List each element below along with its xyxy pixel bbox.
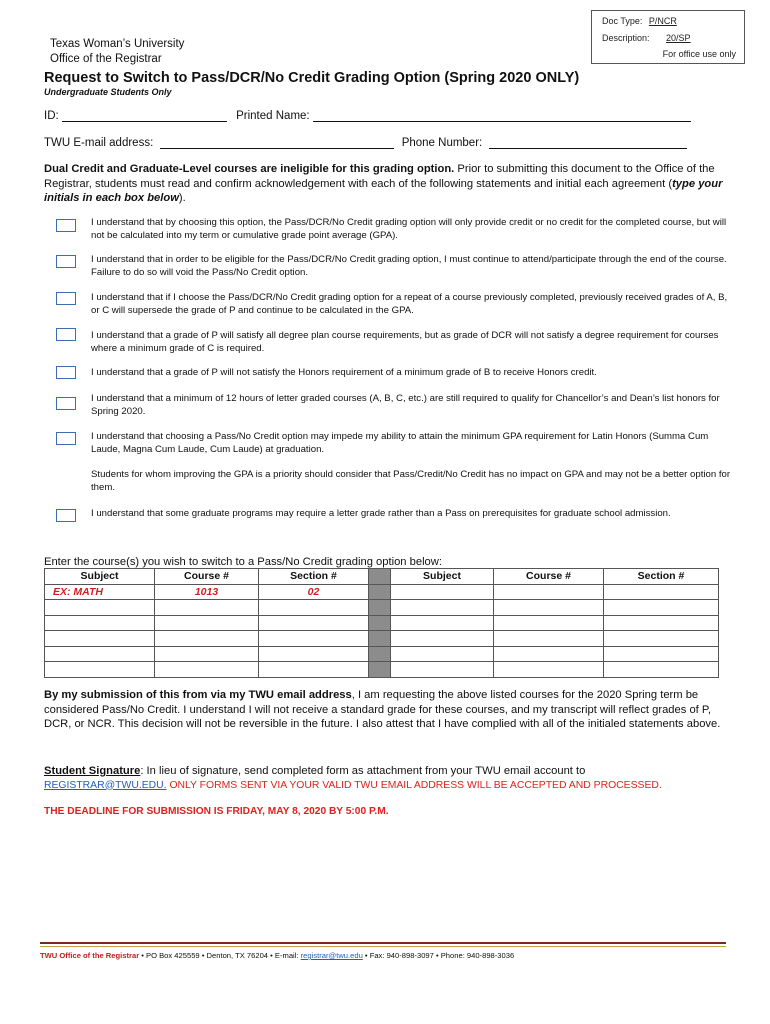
table-cell[interactable]	[604, 584, 719, 600]
statement-1: I understand that by choosing this option, the Pass/DCR/No Credit grading option will only provide credit or no credit for the completed course, but will not be calculated into my term or cumulative grade point average (GPA).	[91, 217, 727, 241]
example-section: 02	[259, 584, 369, 600]
table-cell[interactable]	[391, 631, 494, 647]
table-cell[interactable]	[391, 646, 494, 662]
table-cell[interactable]	[604, 662, 719, 678]
email-input[interactable]	[160, 136, 394, 149]
footer-org: TWU Office of the Registrar	[40, 951, 140, 960]
table-cell[interactable]	[155, 646, 259, 662]
table-cell[interactable]	[391, 662, 494, 678]
statement-4: I understand that a grade of P will satisfy all degree plan course requirements, but as grade of DCR will not satisfy a degree requirement for courses where a minimum grade of C is required.	[91, 330, 719, 354]
phone-input[interactable]	[489, 136, 687, 149]
table-row	[45, 662, 719, 678]
id-input[interactable]	[62, 109, 227, 122]
column-separator	[369, 600, 391, 616]
intro-paragraph	[44, 162, 724, 206]
courses-table	[44, 568, 719, 678]
intro-text: Prior to submitting this document to the Office of the Registrar, students must read and confirm acknowledgement with each of the following statements and initial each agreement (	[44, 163, 715, 190]
table-header-row	[45, 569, 719, 585]
table-cell[interactable]	[155, 662, 259, 678]
table-cell[interactable]	[155, 600, 259, 616]
table-cell[interactable]	[494, 646, 604, 662]
id-label: ID:	[44, 110, 59, 122]
description-value: 20/SP	[666, 33, 691, 43]
header-section-1: Section #	[259, 569, 369, 585]
email-label: TWU E-mail address:	[44, 137, 154, 149]
university-header	[50, 37, 184, 67]
statement-5: I understand that a grade of P will not satisfy the Honors requirement of a minimum grade of B to receive Honors credit.	[91, 367, 597, 378]
office-use-box	[591, 10, 745, 64]
initial-checkbox-3[interactable]	[56, 292, 76, 305]
footer-contact: • Fax: 940-898-3097 • Phone: 940-898-3036	[362, 951, 515, 960]
submission-text: , I am requesting the above listed courses for the 2020 Spring term be considered Pass/No Credit. I understand I will not receive a standard grade for these courses, and my transcript will reflect grades of P, DCR, or NCR. This decision will not be reversible in the future. I also attest that I have complied with all of the initialed statements above.	[44, 689, 721, 730]
email-field-row	[44, 136, 687, 149]
footer	[40, 951, 514, 960]
header-section-2: Section #	[604, 569, 719, 585]
office-use-note: For office use only	[662, 49, 736, 59]
initial-checkbox-6[interactable]	[56, 397, 76, 410]
description-label: Description:	[602, 33, 650, 43]
intro-end: ).	[178, 192, 186, 204]
footer-address: • PO Box 425559 • Denton, TX 76204 • E-mail:	[139, 951, 301, 960]
signature-text: : In lieu of signature, send completed form as attachment from your TWU email account to	[140, 765, 586, 777]
footer-rule	[40, 942, 726, 944]
table-cell[interactable]	[391, 584, 494, 600]
table-cell[interactable]	[391, 615, 494, 631]
university-name: Texas Woman’s University	[50, 38, 185, 50]
initial-checkbox-5[interactable]	[56, 366, 76, 379]
table-cell[interactable]	[45, 600, 155, 616]
intro-bold: Dual Credit and Graduate-Level courses are ineligible for this grading option.	[44, 163, 455, 175]
table-cell[interactable]	[45, 662, 155, 678]
signature-warning: ONLY FORMS SENT VIA YOUR VALID TWU EMAIL ADDRESS WILL BE ACCEPTED AND PROCESSED.	[169, 779, 662, 791]
statement-2: I understand that in order to be eligible for the Pass/DCR/No Credit grading option, I must continue to attend/participate through the end of the course. Failure to do so will void the Pass/No Credit option.	[91, 254, 727, 278]
table-cell[interactable]	[494, 615, 604, 631]
table-row	[45, 631, 719, 647]
column-separator	[369, 569, 391, 585]
printed-name-label: Printed Name:	[236, 110, 310, 122]
table-cell[interactable]	[494, 600, 604, 616]
intro-italic: type your initials in each box below	[44, 177, 723, 204]
doc-type-label: Doc Type:	[602, 16, 643, 26]
table-cell[interactable]	[604, 631, 719, 647]
initial-checkbox-1[interactable]	[56, 219, 76, 232]
table-cell[interactable]	[155, 631, 259, 647]
example-course: 1013	[155, 584, 259, 600]
table-cell[interactable]	[259, 646, 369, 662]
table-row	[45, 615, 719, 631]
table-cell[interactable]	[604, 646, 719, 662]
table-cell[interactable]	[494, 662, 604, 678]
statement-3: I understand that if I choose the Pass/DCR/No Credit grading option for a repeat of a course previously completed, previously received grades of A, B, or C will supersede the grade of P and continue to be calculated in the GPA.	[91, 292, 728, 316]
table-row	[45, 584, 719, 600]
footer-email-link[interactable]: registrar@twu.edu	[300, 951, 363, 960]
table-cell[interactable]	[155, 615, 259, 631]
header-course-1: Course #	[155, 569, 259, 585]
submission-bold: By my submission of this from via my TWU email address	[44, 689, 352, 701]
table-cell[interactable]	[391, 600, 494, 616]
statement-8: Students for whom improving the GPA is a priority should consider that Pass/Credit/No Credit has no impact on GPA and may not be a better option for them.	[91, 469, 731, 493]
table-cell[interactable]	[494, 631, 604, 647]
table-cell[interactable]	[45, 646, 155, 662]
form-subtitle: Undergraduate Students Only	[44, 87, 172, 97]
table-cell[interactable]	[604, 600, 719, 616]
column-separator	[369, 615, 391, 631]
table-row	[45, 646, 719, 662]
signature-paragraph	[44, 764, 744, 793]
table-cell[interactable]	[259, 615, 369, 631]
form-title: Request to Switch to Pass/DCR/No Credit Grading Option (Spring 2020 ONLY)	[44, 70, 580, 86]
printed-name-input[interactable]	[313, 109, 691, 122]
doc-type-value: P/NCR	[648, 16, 677, 26]
example-subject: EX: MATH	[45, 584, 155, 600]
registrar-email-link[interactable]: REGISTRAR@TWU.EDU.	[44, 779, 167, 791]
table-cell[interactable]	[494, 584, 604, 600]
column-separator	[369, 662, 391, 678]
header-subject-2: Subject	[391, 569, 494, 585]
statement-9: I understand that some graduate programs may require a letter grade rather than a Pass on prerequisites for graduate school admission.	[91, 508, 671, 519]
table-cell[interactable]	[259, 631, 369, 647]
table-cell[interactable]	[259, 662, 369, 678]
column-separator	[369, 646, 391, 662]
table-cell[interactable]	[259, 600, 369, 616]
initial-checkbox-9[interactable]	[56, 509, 76, 522]
courses-label: Enter the course(s) you wish to switch to a Pass/No Credit grading option below:	[44, 556, 442, 568]
table-row	[45, 600, 719, 616]
deadline-notice: THE DEADLINE FOR SUBMISSION IS FRIDAY, MAY 8, 2020 BY 5:00 P.M.	[44, 806, 389, 817]
header-course-2: Course #	[494, 569, 604, 585]
table-cell[interactable]	[45, 615, 155, 631]
id-field-row	[44, 109, 691, 122]
footer-rule-accent	[40, 946, 726, 947]
header-subject-1: Subject	[45, 569, 155, 585]
statement-6: I understand that a minimum of 12 hours of letter graded courses (A, B, C, etc.) are still required to qualify for Chancellor’s and Dean’s list honors for Spring 2020.	[91, 393, 720, 417]
phone-label: Phone Number:	[401, 137, 483, 149]
initial-checkbox-7[interactable]	[56, 432, 76, 445]
initial-checkbox-2[interactable]	[56, 255, 76, 268]
initial-checkbox-4[interactable]	[56, 328, 76, 341]
signature-label: Student Signature	[44, 765, 141, 777]
table-cell[interactable]	[604, 615, 719, 631]
office-name: Office of the Registrar	[50, 53, 162, 65]
column-separator	[369, 631, 391, 647]
table-cell[interactable]	[45, 631, 155, 647]
submission-paragraph	[44, 688, 734, 732]
statement-7: I understand that choosing a Pass/No Credit option may impede my ability to attain the minimum GPA requirement for Latin Honors (Summa Cum Laude, Magna Cum Laude, Cum Laude) at graduation.	[91, 431, 709, 455]
column-separator	[369, 584, 391, 600]
